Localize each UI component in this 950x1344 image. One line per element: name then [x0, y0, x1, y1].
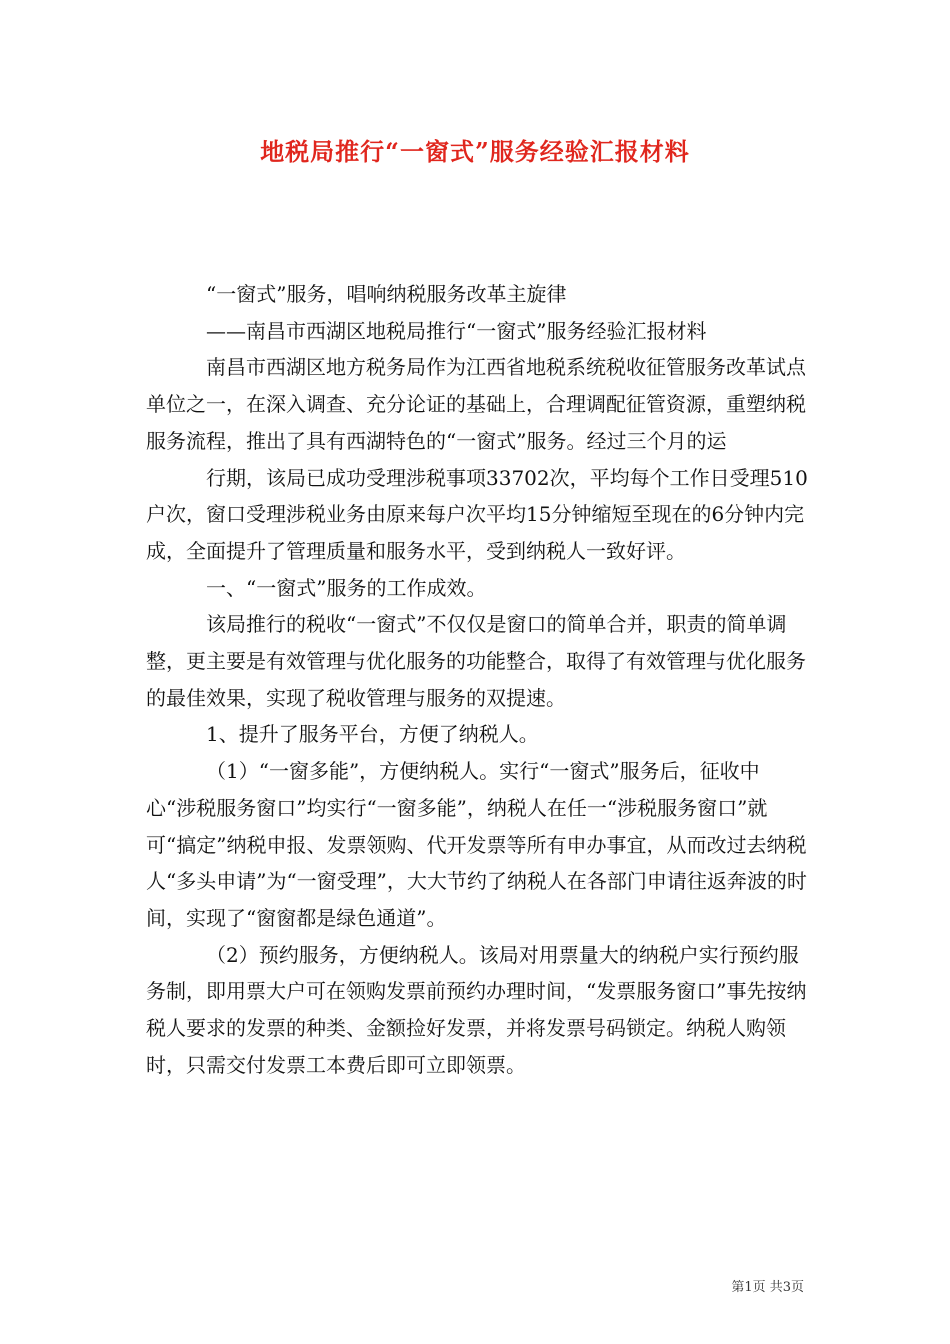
paragraph-subtitle: “一窗式”服务，唱响纳税服务改革主旋律: [206, 282, 567, 306]
paragraph-intro: 南昌市西湖区地方税务局作为江西省地税系统税收征管服务改革试点单位之一，在深入调查、充分论证的基础上，合理调配征管资源，重塑纳税服务流程，推出了具有西湖特色的“一窗式”服务。经过三个月的运: [146, 355, 806, 453]
paragraph-item-2: （2）预约服务，方便纳税人。该局对用票量大的纳税户实行预约服务制，即用票大户可在领购发票前预约办理时间，“发票服务窗口”事先按纳税人要求的发票的种类、金额捡好发票，并将发票号码锁定。纳税人购领时，只需交付发票工本费后即可立即领票。: [146, 942, 807, 1077]
document-body: [146, 276, 808, 1083]
paragraph-item-1: （1）“一窗多能”，方便纳税人。实行“一窗式”服务后，征收中心“涉税服务窗口”均实行“一窗多能”，纳税人在任一“涉税服务窗口”就可“搞定”纳税申报、发票领购、代开发票等所有申办事宜，从而改过去纳税人“多头申请”为“一窗受理”，大大节约了纳税人在各部门申请往返奔波的时间，实现了“窗窗都是绿色通道”。: [146, 759, 807, 930]
paragraph-results: 行期，该局已成功受理涉税事项33702次，平均每个工作日受理510户次，窗口受理涉税业务由原来每户次平均15分钟缩短至现在的6分钟内完成，全面提升了管理质量和服务水平，受到纳税人一致好评。: [146, 465, 808, 563]
document-title: 地税局推行“一窗式”服务经验汇报材料: [260, 137, 690, 166]
paragraph-section-1: 该局推行的税收“一窗式”不仅仅是窗口的简单合并，职责的简单调整，更主要是有效管理与优化服务的功能整合，取得了有效管理与优化服务的最佳效果，实现了税收管理与服务的双提速。: [146, 612, 806, 710]
paragraph-byline: ——南昌市西湖区地税局推行“一窗式”服务经验汇报材料: [206, 318, 707, 343]
section-heading-1: 一、“一窗式”服务的工作成效。: [206, 575, 487, 600]
page-number: 第1页 共3页: [731, 1280, 804, 1295]
subsection-heading-1: 1、提升了服务平台，方便了纳税人。: [206, 722, 539, 747]
